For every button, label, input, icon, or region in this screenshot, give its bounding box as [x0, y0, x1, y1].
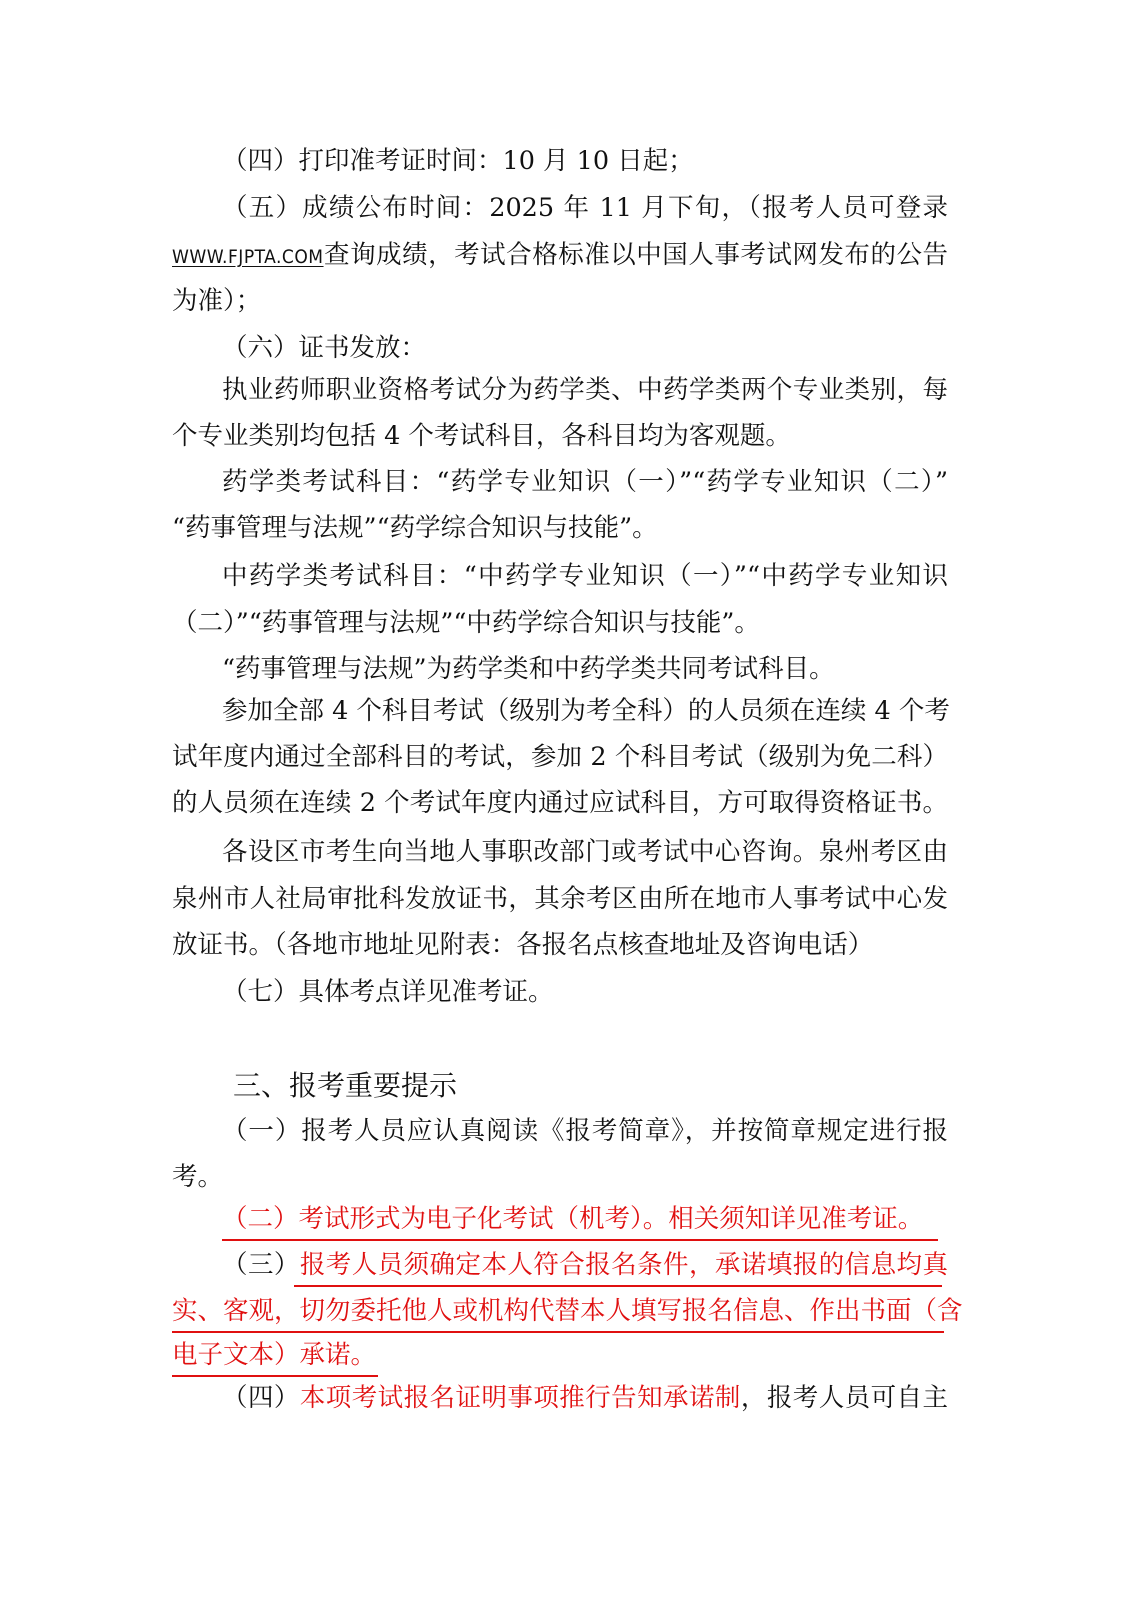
tip-commitment-underline-2	[172, 1331, 944, 1333]
tip-commitment-underline-3	[172, 1375, 378, 1377]
tip-notification-highlight: 本项考试报名证明事项推行告知承诺制	[299, 1383, 741, 1413]
para-pharmacy-subjects-line2: “药事管理与法规”“药学综合知识与技能”。	[172, 513, 658, 543]
tip-commitment-line2: 实、客观，切勿委托他人或机构代替本人填写报名信息、作出书面（含	[172, 1296, 963, 1326]
tip-notification-commitment	[222, 1378, 948, 1418]
para-pharmacy-subjects-line1: 药学类考试科目：“药学专业知识（一）”“药学专业知识（二）”	[222, 467, 948, 497]
tip-notification-prefix: （四）	[222, 1383, 300, 1413]
score-query-link[interactable]: WWW.FJPTA.COM	[172, 246, 324, 268]
tip-read-brochure-line1: （一）报考人员应认真阅读《报考简章》，并按简章规定进行报	[222, 1116, 948, 1146]
tip-computer-based-exam-underline	[222, 1239, 938, 1241]
tip-commitment-prefix: （三）	[222, 1250, 300, 1280]
para-common-subject: “药事管理与法规”为药学类和中药学类共同考试科目。	[222, 654, 835, 684]
item-score-release-line1: （五）成绩公布时间：2025 年 11 月下旬，（报考人员可登录	[222, 193, 948, 223]
tip-commitment-underline-1	[294, 1285, 942, 1287]
para-categories-line2: 个专业类别均包括 4 个考试科目，各科目均为客观题。	[172, 421, 791, 451]
para-categories-line1: 执业药师职业资格考试分为药学类、中药学类两个专业类别，每	[222, 375, 948, 405]
para-consult-line3: 放证书。（各地市地址见附表：各报名点核查地址及咨询电话）	[172, 930, 874, 960]
item-score-release-line2-text: 查询成绩，考试合格标准以中国人事考试网发布的公告	[323, 240, 948, 270]
tip-commitment-line1	[222, 1245, 948, 1285]
tip-computer-based-exam: （二）考试形式为电子化考试（机考）。相关须知详见准考证。	[222, 1204, 924, 1234]
tip-commitment-text: 报考人员须确定本人符合报名条件，承诺填报的信息均真	[299, 1250, 948, 1280]
para-consult-line1: 各设区市考生向当地人事职改部门或考试中心咨询。泉州考区由	[222, 837, 948, 867]
para-tcm-subjects-line1: 中药学类考试科目：“中药学专业知识（一）”“中药学专业知识	[222, 561, 948, 591]
tip-notification-rest: ，报考人员可自主	[740, 1383, 948, 1413]
para-pass-rule-line2: 试年度内通过全部科目的考试，参加 2 个科目考试（级别为免二科）	[172, 742, 948, 772]
item-exam-venue: （七）具体考点详见准考证。	[222, 977, 554, 1007]
tip-commitment-line3: 电子文本）承诺。	[172, 1340, 377, 1370]
item-score-release-line3: 为准）；	[172, 286, 262, 316]
para-consult-line2: 泉州市人社局审批科发放证书，其余考区由所在地市人事考试中心发	[172, 884, 948, 914]
section-heading-important-tips: 三、报考重要提示	[233, 1069, 458, 1102]
para-tcm-subjects-line2: （二）”“药事管理与法规”“中药学综合知识与技能”。	[172, 608, 760, 638]
item-print-admission-ticket: （四）打印准考证时间：10 月 10 日起；	[222, 146, 694, 176]
para-pass-rule-line3: 的人员须在连续 2 个考试年度内通过应试科目，方可取得资格证书。	[172, 788, 948, 818]
para-pass-rule-line1: 参加全部 4 个科目考试（级别为考全科）的人员须在连续 4 个考	[222, 696, 950, 726]
item-score-release-line2	[172, 235, 948, 277]
tip-read-brochure-line2: 考。	[172, 1162, 224, 1192]
item-certificate-issue: （六）证书发放：	[222, 333, 427, 363]
